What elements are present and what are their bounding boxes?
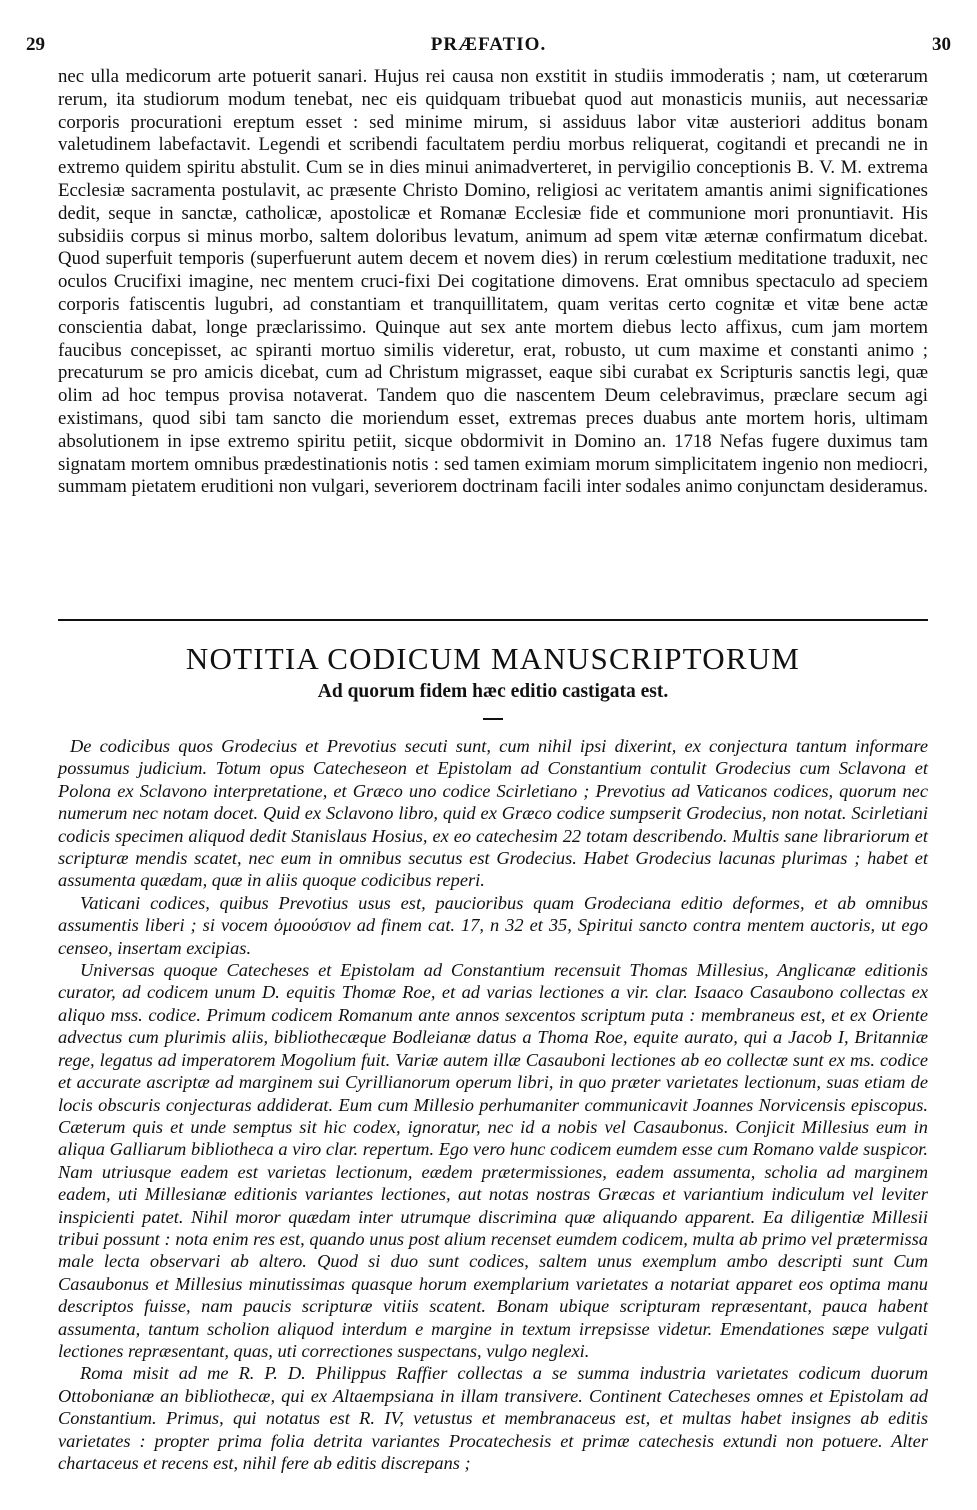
section-divider xyxy=(58,619,928,621)
notitia-paragraph: Roma misit ad me R. P. D. Philippus Raffier collectas a se summa industria varietates codicum duorum Ottobonianæ an bibliothecæ, qui ex Altaempsiana in illam transivere. Continent Catecheses omnes et Epistolam ad Constantium. Primus, qui notatus est R. IV, vetustus et membranaceus est, et multas habet insignes ab editis varietates : propter prima folia detrita variantes Procatechesis et primæ catechesis extundi non potuere. Alter chartaceus et recens est, nihil fere ab editis discrepans ; xyxy=(58,1363,928,1473)
running-title: PRÆFATIO. xyxy=(430,34,547,55)
notitia-paragraph: Universas quoque Catecheses et Epistolam ad Constantium recensuit Thomas Millesius, Anglicanæ editionis curator, ad codicem unum D. equitis Thomæ Roe, et ad varias lectiones a vir. clar. Isaaco Casaubono collectas ex aliquo mss. codice. Primum codicem Romanum ante annos sexcentos scriptum puta : membraneus est, et ex Oriente advectus cum plurimis aliis, bibliothecæque Bodleianæ datus a Thoma Roe, equite aurato, qui a Jacob I, Britanniæ rege, legatus ad imperatorem Mogolium fuit. Variæ autem illæ Casauboni lectiones ab eo collectæ sunt ex ms. codice et accurate ascriptæ ad marginem sui Cyrillianorum operum libri, in quo præter varietates lectionum, suas etiam de locis obscuris conjecturas addiderat. Eum cum Millesio perhumaniter communicavit Joannes Norvicensis episcopus. Cæterum quis et unde semptus sit hic codex, ignoratur, nec id a nobis vel Casaubonus. Conjicit Millesius eum in aliqua Galliarum bibliotheca a viro clar. repertum. Ego vero hunc codicem eumdem esse cum Romano valde suspicor. Nam utriusque eadem est varietas lectionum, eædem prætermissiones, eadem assumenta, scholia ad marginem eadem, uti Millesianæ editionis variantes lectiones, aut notas nostras Græcas et variantium indiculum vel leviter inspicienti patet. Nihil moror quædam inter utrumque discrimina quæ aliquando apparent. Ea diligentiæ Millesii tribui possunt : nota enim res est, quando unus post alium recenset eumdem codicem, multa ab primo vel prætermissa male lecta observari ab altero. Quod si duo sunt codices, saltem unus exemplum ambo descripti sunt Cum Casaubonus et Millesius minutissimas quasque horum exemplarium varietates a notariat apparet eos optima manu descriptos fuisse, nam paucis scripturæ vitiis scatent. Bonam ubique scripturam repræsentant, pauca habent assumenta, tantum scholion aliquod interdum e margine in textum irrepsisse videtur. Emendationes sæpe vulgati lectiones repræsentant, quas, uti correctiones suspectans, vulgo neglexi. xyxy=(58,960,928,1361)
preface-conclusion xyxy=(58,66,928,499)
page-number-left: 29 xyxy=(26,34,45,55)
running-header xyxy=(26,34,951,64)
notitia-text xyxy=(58,735,928,1474)
page-number-right: 30 xyxy=(932,34,951,55)
notitia-paragraph: De codicibus quos Grodecius et Prevotius secuti sunt, cum nihil ipsi dixerint, ex conjectura tantum informare possumus judicium. Totum opus Catecheseon et Epistolam ad Constantium contulit Grodecius cum Sclavona et Polona ex Sclavono interpretatione, et Græco uno codice Scirletiano ; Prevotius ad Vaticanos codices, quorum nec numerum nec notam docet. Quid ex Sclavono libro, quid ex Græco codice sumpserit Grodecius, non notat. Scirletiani codicis specimen aliquod dedit Stanislaus Hosius, ex eo catechesim 22 totam describendo. Multis sane librariorum et scripturæ mendis scatet, nec eum in omnibus secutus est Grodecius. Habet Grodecius lacunas plurimas ; habet et assumenta quædam, quæ in aliis quoque codicibus reperi. xyxy=(58,736,928,891)
preface-paragraph: nec ulla medicorum arte potuerit sanari. Hujus rei causa non exstitit in studiis immoderatis ; nam, ut cœterarum rerum, ita studiorum modum tenebat, nec eis quidquam tribuebat quod aut monasticis muniis, aut necessariæ corporis procurationi ereptum esset : sed minime mirum, si assiduus labor vitæ austeriori additus bonam valetudinem labefactavit. Legendi et scribendi facultatem perdiu morbus reliquerat, cogitandi et precandi ne in extremo quidem spiritu abstulit. Cum se in dies minui animadverteret, in pervigilio conceptionis B. V. M. extrema Ecclesiæ sacramenta postulavit, ac præsente Christo Domino, religiosi ac veritatem amantis animi significationes dedit, seque in sanctæ, catholicæ, apostolicæ et Romanæ Ecclesiæ fide et communione mori pronuntiavit. His subsidiis corpus si minus morbo, saltem doloribus levatum, animum ad spem vitæ æternæ confirmatum dicebat. Quod superfuit temporis (superfuerunt autem decem et novem dies) in rerum cœlestium meditatione traduxit, nec oculos Crucifixi imagine, nec mentem cruci-fixi Dei cogitatione dimovens. Erat omnibus spectaculo ad speciem corporis fatiscentis lugubri, ad constantiam et tranquillitatem, quam veritas certo cognitæ et vitæ bene actæ conscientia dabat, longe præclarissimo. Quinque aut sex ante mortem diebus lecto affixus, cum jam mortem faucibus concepisset, ac spiranti mortuo similis videretur, erat, robusto, ut cum maxime et constanti animo ; precaturum se pro amicis dicebat, cum ad Christum migrasset, eaque sibi curabat ex Scripturis sanctis legi, quæ olim ad hoc tempus provisa notaverat. Tandem quo die nascentem Deum celebravimus, præclare secum agi existimans, quod sibi tam sancto die moriendum esset, extremas preces duabus ante mortem horis, ultimam absolutionem in ipse extremo spiritu petiit, sicque obdormivit in Domino an. 1718 Nefas fugere duximus tam signatam mortem omnibus prædestinationis notis : sed tamen eximiam morum simplicitatem ingenio non mediocri, summam pietatem eruditioni non vulgari, severiorem doctrinam facili inter sodales animo conjunctam desideramus. xyxy=(58,66,928,498)
notitia-paragraph: Vaticani codices, quibus Prevotius usus est, paucioribus quam Grodeciana editio deformes, et ab omnibus assumentis liberi ; si vocem ὁμοούσιον ad finem cat. 17, n 32 et 35, Spiritui sancto contra mentem auctoris, ut ego censeo, insertam excipias. xyxy=(58,892,928,958)
short-divider xyxy=(483,718,503,720)
section-title: NOTITIA CODICUM MANUSCRIPTORUM xyxy=(185,641,801,676)
section-subtitle: Ad quorum fidem hæc editio castigata est. xyxy=(317,681,669,702)
